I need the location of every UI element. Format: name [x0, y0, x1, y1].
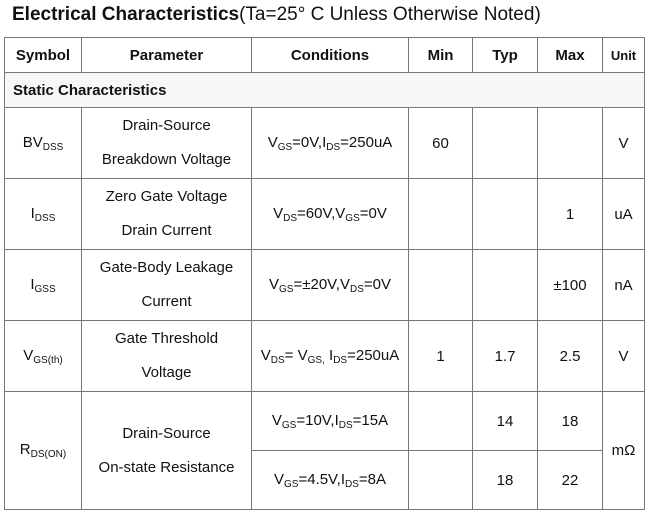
condition-text: =±20V,V [293, 275, 350, 293]
symbol-cell [5, 392, 82, 510]
conditions-cell [252, 250, 409, 321]
typ-cell: 18 [473, 451, 538, 510]
characteristics-table [4, 37, 645, 510]
condition-subscript: GS, [307, 354, 325, 366]
max-cell: 22 [538, 451, 603, 510]
min-cell [409, 179, 473, 250]
table-row [5, 250, 645, 321]
max-cell [538, 108, 603, 179]
condition-subscript: DS [333, 354, 348, 366]
parameter-cell [82, 321, 252, 392]
conditions-cell [252, 179, 409, 250]
rdson-body [5, 392, 645, 510]
symbol-main: I [30, 275, 35, 293]
symbol-subscript: DS(ON) [30, 449, 67, 460]
header-conditions: Conditions [252, 38, 409, 73]
condition-subscript: DS [326, 141, 341, 153]
condition-text: =250uA [340, 133, 393, 151]
header-typ: Typ [473, 38, 538, 73]
condition-subscript: GS [283, 478, 299, 490]
typ-cell: 14 [473, 392, 538, 451]
section-title: Static Characteristics [5, 73, 645, 108]
condition-text: V [273, 470, 284, 488]
unit-cell: uA [603, 179, 645, 250]
table-row [5, 392, 645, 451]
parameter-line: Drain-Source [122, 117, 211, 134]
header-row [5, 38, 645, 73]
header-unit: Unit [603, 38, 645, 73]
header-min: Min [409, 38, 473, 73]
condition-text: =0V [363, 275, 391, 293]
title-bold: Electrical Characteristics [12, 4, 240, 25]
parameter-line: Drain Current [121, 222, 212, 239]
condition-text: =60V,V [297, 204, 346, 222]
symbol-subscript: GS(th) [33, 354, 63, 366]
title-rest: (Ta=25° C Unless Otherwise Noted) [239, 4, 541, 25]
symbol-subscript: GSS [34, 283, 56, 295]
condition-subscript: GS [345, 212, 360, 224]
unit-cell: nA [603, 250, 645, 321]
unit-cell: mΩ [603, 392, 645, 510]
symbol-main: V [23, 346, 34, 364]
min-cell [409, 392, 473, 451]
condition-text: =0V [359, 204, 387, 222]
typ-cell [473, 108, 538, 179]
condition-text: =250uA [347, 346, 400, 364]
parameter-cell [82, 392, 252, 510]
conditions-cell [252, 392, 409, 451]
symbol-cell [5, 108, 82, 179]
table-row [5, 108, 645, 179]
symbol-subscript: DSS [34, 212, 56, 224]
page-title [12, 4, 541, 26]
condition-text: =10V,I [296, 411, 339, 429]
max-cell: 2.5 [538, 321, 603, 392]
condition-text: =15A [352, 411, 389, 429]
max-cell: 18 [538, 392, 603, 451]
header-max: Max [538, 38, 603, 73]
header-parameter: Parameter [82, 38, 252, 73]
conditions-cell [252, 451, 409, 510]
typ-cell: 1.7 [473, 321, 538, 392]
min-cell: 60 [409, 108, 473, 179]
condition-text: V [260, 346, 271, 364]
parameter-line: Drain-Source [122, 424, 211, 442]
symbol-cell [5, 321, 82, 392]
condition-text: V [271, 411, 282, 429]
parameter-line: Zero Gate Voltage [105, 188, 228, 205]
min-cell: 1 [409, 321, 473, 392]
parameter-line: Gate Threshold [114, 330, 219, 347]
condition-subscript: DS [345, 478, 359, 490]
parameter-cell [82, 250, 252, 321]
condition-subscript: GS [279, 283, 294, 295]
condition-subscript: GS [277, 141, 293, 153]
condition-text: V [267, 133, 278, 151]
condition-subscript: DS [270, 354, 285, 366]
max-cell: ±100 [538, 250, 603, 321]
symbol-subscript: DSS [42, 141, 64, 153]
rows-body [5, 108, 645, 392]
conditions-cell [252, 321, 409, 392]
parameter-line: Gate-Body Leakage [99, 259, 234, 276]
condition-text: V [273, 204, 284, 222]
typ-cell [473, 179, 538, 250]
condition-text: = V [284, 346, 308, 364]
symbol-main: I [30, 204, 35, 222]
condition-text: I [324, 346, 334, 364]
symbol-main: BV [22, 133, 43, 151]
condition-text: =0V,I [292, 133, 327, 151]
condition-subscript: DS [349, 283, 364, 295]
condition-subscript: GS [281, 419, 297, 431]
condition-subscript: DS [338, 419, 353, 431]
section-row [5, 73, 645, 108]
parameter-line: Breakdown Voltage [101, 151, 232, 168]
parameter-line: On-state Resistance [98, 458, 235, 476]
symbol-main: R [19, 441, 31, 458]
condition-text: V [269, 275, 280, 293]
unit-cell: V [603, 108, 645, 179]
header-symbol: Symbol [5, 38, 82, 73]
typ-cell [473, 250, 538, 321]
condition-text: =8A [358, 470, 387, 488]
unit-cell: V [603, 321, 645, 392]
parameter-cell [82, 179, 252, 250]
condition-subscript: DS [283, 212, 298, 224]
parameter-cell [82, 108, 252, 179]
parameter-line: Voltage [141, 364, 192, 381]
min-cell [409, 250, 473, 321]
symbol-cell [5, 250, 82, 321]
table-row [5, 179, 645, 250]
condition-text: =4.5V,I [298, 470, 346, 488]
max-cell: 1 [538, 179, 603, 250]
table-row [5, 321, 645, 392]
symbol-cell [5, 179, 82, 250]
parameter-line: Current [141, 293, 192, 310]
conditions-cell [252, 108, 409, 179]
min-cell [409, 451, 473, 510]
